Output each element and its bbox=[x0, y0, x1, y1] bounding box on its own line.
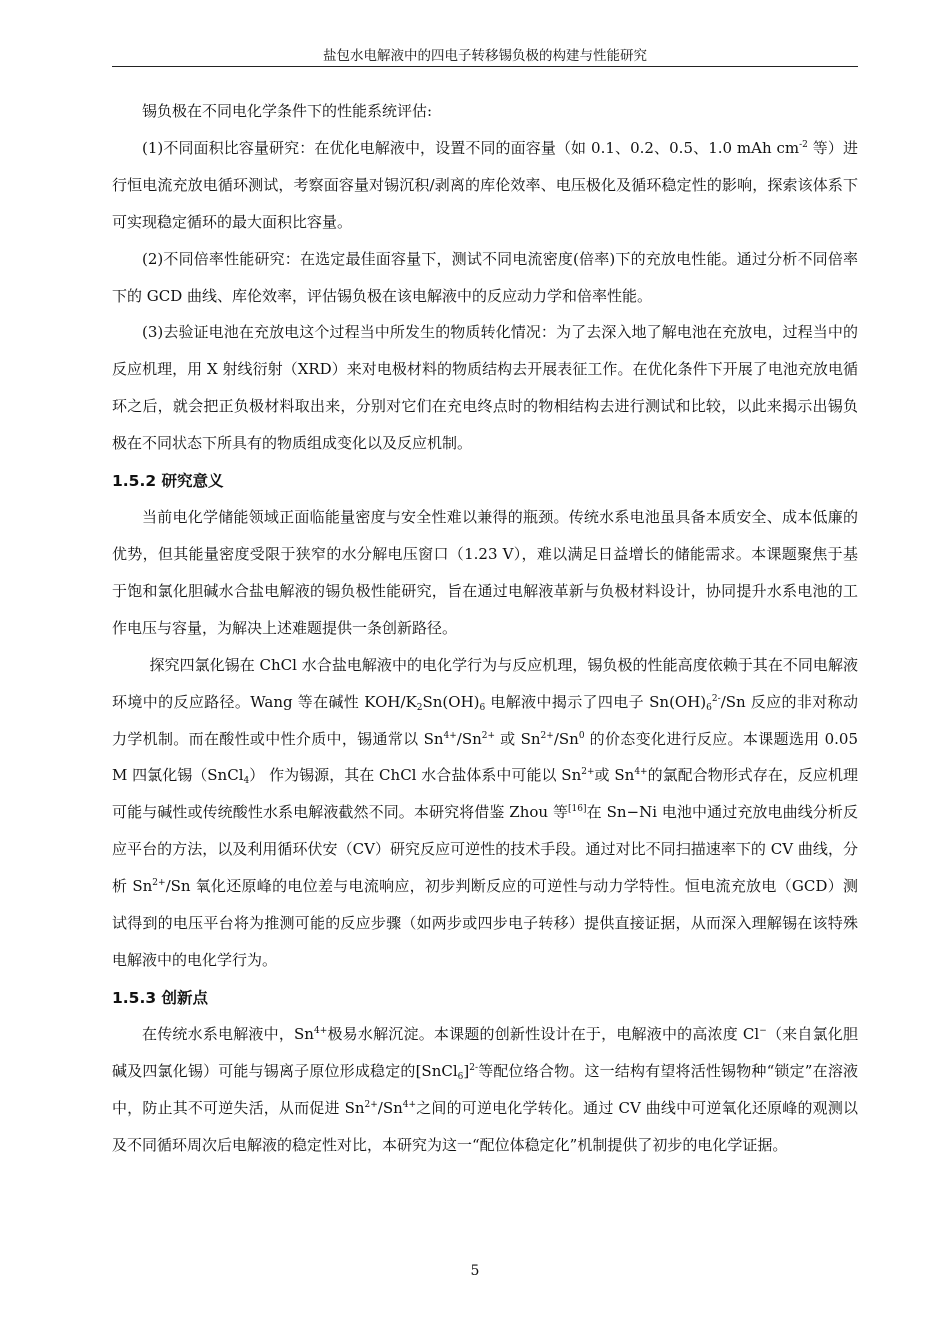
significance-paragraph-2: 探究四氯化锡在 ChCl 水合盐电解液中的电化学行为与反应机理，锡负极的性能高度依赖于其在不同电解液环境中的反应路径。Wang 等在碱性 KOH/$K_2Sn(OH)_6$ 电解液中揭示了四电子 $Sn(OH)_6^{2-}/Sn$ 反应的非对称动力学机制。而在酸性或中性介质中，锡通常以 $Sn^{4+}/Sn^{2+}$ 或 $Sn^{2+}/Sn^0$ 的价态变化进行反应。本课题选用 0.05 M 四氯化锡（SnCl$_4$） 作为锡源，其在 ChCl 水合盐体系中可能以 $Sn^{2+}$或 $Sn^{4+}$的氯配合物形式存在，反应机理可能与碱性或传统酸性水系电解液截然不同。本研究将借鉴 Zhou 等[16]在 Sn−Ni 电池中通过充放电曲线分析反应平台的方法，以及利用循环伏安（CV）研究反应可逆性的技术手段。通过对比不同扫描速率下的 CV 曲线，分析 $Sn^{2+}/Sn$ 氧化还原峰的电位差与电流响应，初步判断反应的可逆性与动力学特性。恒电流充放电（GCD）测试得到的电压平台将为推测可能的反应步骤（如两步或四步电子转移）提供直接证据，从而深入理解锡在该特殊电解液中的电化学行为。 bbox=[112, 655, 858, 969]
item-2-paragraph: (2)不同倍率性能研究：在选定最佳面容量下，测试不同电流密度(倍率)下的充放电性能。通过分析不同倍率下的 GCD 曲线、库伦效率，评估锡负极在该电解液中的反应动力学和倍率性能。 bbox=[112, 249, 858, 305]
item-1-paragraph bbox=[112, 130, 858, 241]
innovation-paragraph: 在传统水系电解液中，$Sn^{4+}$极易水解沉淀。本课题的创新性设计在于，电解液中的高浓度 Cl−（来自氯化胆碱及四氯化锡）可能与锡离子原位形成稳定的[SnCl$_6$]$^{2-}$等配位络合物。这一结构有望将活性锡物种“锁定”在溶液中，防止其不可逆失活，从而促进 $Sn^{2+}/Sn^{4+}$之间的可逆电化学转化。通过 CV 曲线中可逆氧化还原峰的观测以及不同循环周次后电解液的稳定性对比，本研究为这一“配位体稳定化”机制提供了初步的电化学证据。 bbox=[112, 1024, 858, 1154]
header-rule bbox=[112, 66, 858, 67]
section-heading-1-5-3: 1.5.3 创新点 bbox=[112, 988, 209, 1007]
page-body bbox=[112, 93, 858, 1163]
item-1-text-b: 等）进行恒电流充放电循环测试，考察面容量对锡沉积/剥离的库伦效率、电压极化及循环稳定性的影响，探索该体系下可实现稳定循环的最大面积比容量。 bbox=[112, 138, 858, 231]
section-heading-1-5-2: 1.5.2 研究意义 bbox=[112, 472, 224, 491]
item-3-paragraph: (3)去验证电池在充放电这个过程当中所发生的物质转化情况：为了去深入地了解电池在充放电，过程当中的反应机理，用 X 射线衍射（XRD）来对电极材料的物质结构去开展表征工作。在优化条件下开展了电池充放电循环之后，就会把正负极材料取出来，分别对它们在充电终点时的物相结构去进行测试和比较，以此来揭示出锡负极在不同状态下所具有的物质组成变化以及反应机制。 bbox=[112, 323, 858, 453]
significance-paragraph-1: 当前电化学储能领域正面临能量密度与安全性难以兼得的瓶颈。传统水系电池虽具备本质安全、成本低廉的优势，但其能量密度受限于狭窄的水分解电压窗口（1.23 V），难以满足日益增长的储能需求。本课题聚焦于基于饱和氯化胆碱水合盐电解液的锡负极性能研究，旨在通过电解液革新与负极材料设计，协同提升水系电池的工作电压与容量，为解决上述难题提供一条创新路径。 bbox=[112, 508, 858, 637]
running-header: 盐包水电解液中的四电子转移锡负极的构建与性能研究 bbox=[323, 48, 647, 64]
item-1-text-a: (1)不同面积比容量研究：在优化电解液中，设置不同的面容量（如 0.1、0.2、0.5、1.0 mAh cm bbox=[142, 138, 800, 157]
intro-paragraph: 锡负极在不同电化学条件下的性能系统评估: bbox=[142, 102, 433, 120]
page-number: 5 bbox=[470, 1263, 480, 1279]
citation-16: [16] bbox=[568, 804, 587, 815]
item-1-sup: -2 bbox=[799, 139, 808, 150]
